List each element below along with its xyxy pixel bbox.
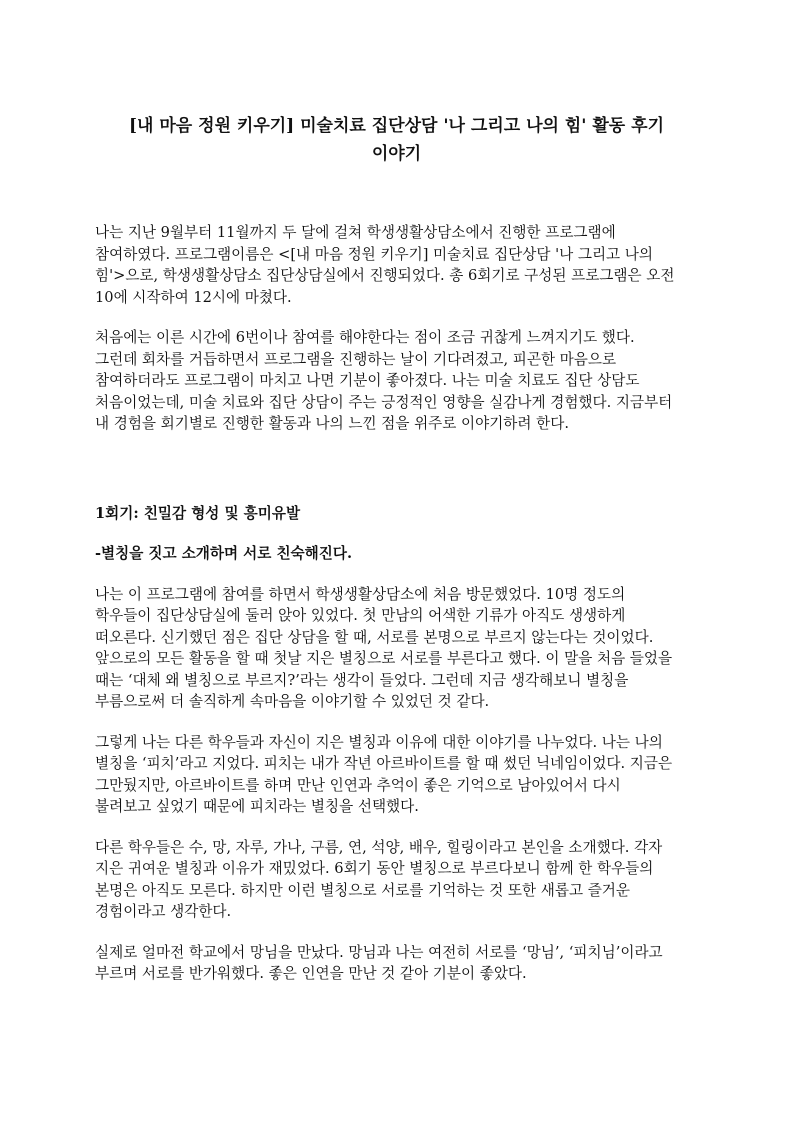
session-heading: 1회기: 친밀감 형성 및 흥미유발 xyxy=(95,504,301,522)
text-line: 나는 지난 9월부터 11월까지 두 달에 걸쳐 학생생활상담소에서 진행한 프로그램에 xyxy=(95,224,616,241)
text-line: 다른 학우들은 수, 망, 자루, 가나, 구름, 연, 석양, 배우, 힐링이라고 본인을 소개했다. 각자 xyxy=(95,838,663,856)
text-line: 본명은 아직도 모른다. 하지만 이런 별칭으로 서로를 기억하는 것 또한 새롭고 즐거운 xyxy=(95,881,630,899)
text-line: 부름으로써 더 솔직하게 속마음을 이야기할 수 있었던 것 같다. xyxy=(95,693,490,710)
text-line: 지은 귀여운 별칭과 이유가 재밌었다. 6회기 동안 별칭으로 부르다보니 함께 한 학우들의 xyxy=(95,860,654,877)
text-line: 참여하더라도 프로그램이 마치고 나면 기분이 좋아졌다. 나는 미술 치료도 집단 상담도 xyxy=(95,372,640,389)
text-line: 앞으로의 모든 활동을 할 때 첫날 지은 별칭으로 서로를 부른다고 했다. 이 말을 처음 들었을 xyxy=(95,650,673,667)
session-paragraph-3 xyxy=(95,837,698,923)
text-line: 떠오른다. 신기했던 점은 집단 상담을 할 때, 서로를 본명으로 부르지 않는다는 것이었다. xyxy=(95,628,654,646)
document-body xyxy=(95,222,698,985)
document-title xyxy=(95,112,698,168)
text-line: 별칭을 ‘피치’라고 지었다. 피치는 내가 작년 아르바이트를 할 때 썼던 닉네임이었다. 지금은 xyxy=(95,755,673,772)
session-paragraph-4 xyxy=(95,942,698,985)
text-line: 그런데 회차를 거듭하면서 프로그램을 진행하는 날이 기다려졌고, 피곤한 마음으로 xyxy=(95,350,617,368)
session-paragraph-2 xyxy=(95,732,698,818)
session-subheading: -별칭을 짓고 소개하며 서로 친숙해진다. xyxy=(95,545,353,562)
text-line: 실제로 얼마전 학교에서 망님을 만났다. 망님과 나는 여전히 서로를 ‘망님’, ‘피치님’이라고 xyxy=(95,943,663,961)
title-line: 이야기 xyxy=(371,144,422,164)
text-line: 불려보고 싶었기 때문에 피치라는 별칭을 선택했다. xyxy=(95,798,419,815)
text-line: 부르며 서로를 반가워했다. 좋은 인연을 만난 것 같아 기분이 좋았다. xyxy=(95,965,527,982)
text-line: 때는 ‘대체 왜 별칭으로 부르지?’라는 생각이 들었다. 그런데 지금 생각해보니 별칭을 xyxy=(95,671,629,689)
intro-paragraph-2 xyxy=(95,327,698,435)
text-line: 그만뒀지만, 아르바이트를 하며 만난 인연과 추억이 좋은 기억으로 남아있어서 다시 xyxy=(95,776,621,794)
text-line: 처음이었는데, 미술 치료와 집단 상담이 주는 긍정적인 영향을 실감나게 경험했다. 지금부터 xyxy=(95,393,673,411)
text-line: 참여하였다. 프로그램이름은 <[내 마음 정원 키우기] 미술치료 집단상담 '나 그리고 나의 xyxy=(95,245,653,263)
text-line: 힘'>으로, 학생생활상담소 집단상담실에서 진행되었다. 총 6회기로 구성된 프로그램은 오전 xyxy=(95,267,675,284)
text-line: 경험이라고 생각한다. xyxy=(95,903,232,920)
text-line: 나는 이 프로그램에 참여를 하면서 학생생활상담소에 처음 방문했었다. 10명 정도의 xyxy=(95,585,626,603)
text-line: 그렇게 나는 다른 학우들과 자신이 지은 별칭과 이유에 대한 이야기를 나누었다. 나는 나의 xyxy=(95,733,663,751)
title-line: [내 마음 정원 키우기] 미술치료 집단상담 '나 그리고 나의 힘' 활동 후기 xyxy=(129,116,664,136)
text-line: 처음에는 이른 시간에 6번이나 참여를 해야한다는 점이 조금 귀찮게 느껴지기도 했다. xyxy=(95,329,635,346)
text-line: 10에 시작하여 12시에 마쳤다. xyxy=(95,288,292,306)
text-line: 학우들이 집단상담실에 둘러 앉아 있었다. 첫 만남의 어색한 기류가 아직도 생생하게 xyxy=(95,607,626,624)
session-paragraph-1 xyxy=(95,584,698,713)
text-line: 내 경험을 회기별로 진행한 활동과 나의 느낀 점을 위주로 이야기하려 한다. xyxy=(95,415,569,432)
intro-paragraph-1 xyxy=(95,222,698,308)
